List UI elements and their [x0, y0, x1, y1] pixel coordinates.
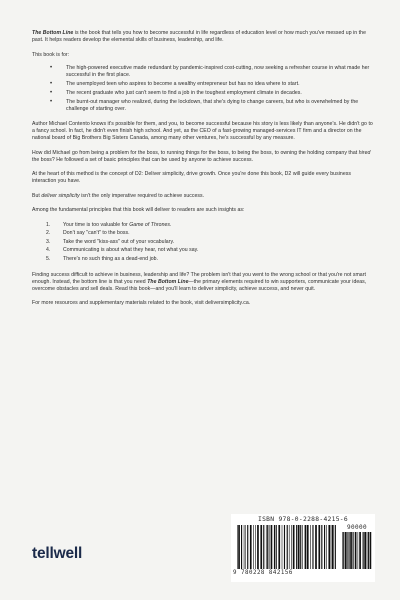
audience-heading: This book is for: [32, 51, 70, 58]
closing-title: The Bottom Line [147, 278, 189, 285]
barcode-bar [257, 525, 259, 569]
barcode-bar [350, 532, 352, 569]
barcode-bar [269, 525, 270, 569]
closing-post: —the primary elements required to win supporters, communicate your ideas, overcome obstacles and sell deals. Read this book—and you'll learn to deliver simplicity, achieve success, and never quit. [32, 278, 367, 292]
barcode-bar [278, 525, 280, 569]
barcode-bar [324, 525, 325, 569]
how-paragraph [32, 150, 374, 164]
barcode-bar [368, 532, 369, 569]
how-pre: How did Michael go from being a problem for the boss, to running things for the boss, to being the boss, to owning the holding company that [32, 149, 359, 156]
list-item [46, 239, 374, 246]
insights-list [46, 222, 374, 263]
barcode-bar [353, 532, 354, 569]
addon-bars [342, 532, 372, 569]
blurb [32, 30, 374, 315]
intro-paragraph [32, 30, 374, 44]
barcode-bar [347, 532, 348, 569]
barcode-bar [364, 532, 366, 569]
barcode-bar [298, 525, 300, 569]
barcode-bar [237, 525, 238, 569]
barcode-bar [335, 525, 336, 569]
item-number: 1. [46, 221, 51, 228]
item-text: There's no such thing as a dead-end job. [63, 255, 159, 262]
barcode-bar [363, 532, 364, 569]
but-pre: But [32, 192, 42, 199]
barcode-bar [253, 525, 254, 569]
barcode-bar [296, 525, 297, 569]
ean-digits: 9 780228 842156 [233, 570, 293, 576]
barcode-bar [267, 525, 268, 569]
barcode-bar [293, 525, 295, 569]
barcode-bar [310, 525, 311, 569]
barcode-bar [345, 532, 347, 569]
barcode-bar [343, 532, 344, 569]
insights-intro: Among the fundamental principles that this book will deliver to readers are such insights as: [32, 207, 245, 213]
but-paragraph [32, 193, 374, 200]
barcode-bar [318, 525, 320, 569]
barcode-bar [282, 525, 283, 569]
barcode-bar [358, 532, 359, 569]
barcode-bar [305, 525, 307, 569]
barcode-bar [326, 525, 327, 569]
list-item: • The recent graduate who just can't seem to find a job in the toughest employment climate in decades. [50, 90, 374, 97]
audience-list [50, 65, 374, 113]
list-item: • The high-powered executive made redundant by pandemic-inspired cost-cutting, now seeking a refresher course in what made her successful in the first place. [50, 65, 374, 79]
barcode-bar [247, 525, 248, 569]
barcode-bar [241, 525, 242, 569]
how-post: the boss? He followed a set of basic principles that can be used by anyone to achieve success. [32, 156, 254, 163]
author-paragraph: Author Michael Contento knows it's possible for them, and you, to become successful because his story is less likely than anyone's. He didn't go to a fancy school. In fact, he didn't even finish high school. And yet, as the CEO of a fast-growing managed-services IT firm and a director on the national board of Big Brothers Big Sisters Canada, among many other ventures, he's successful by any measure. [32, 121, 373, 141]
intro-text: is the book that tells you how to become successful in life regardless of education level or how much you've messed up in the past. It helps readers develop the elemental skills of business, leadership, and life. [32, 30, 366, 43]
barcode-bar [300, 525, 301, 569]
list-item [46, 256, 374, 263]
barcode-bar [274, 525, 275, 569]
barcode-bar [291, 525, 292, 569]
item-post: . [170, 221, 172, 228]
heart-paragraph: At the heart of this method is the concept of D2: Deliver simplicity, drive growth. Once you're done this book, D2 will guide every business interaction you have. [32, 171, 351, 184]
barcode-bar [367, 532, 368, 569]
item-text: Take the word "kiss-ass" out of your vocabulary. [63, 238, 175, 245]
how-emphasis: hired [358, 149, 371, 156]
but-emphasis: deliver simplicity [41, 192, 80, 199]
barcode-bar [328, 525, 330, 569]
barcode-bar [238, 525, 240, 569]
list-item [46, 230, 374, 237]
but-post: isn't the only imperative required to achieve success. [79, 192, 205, 199]
list-item: • The burnt-out manager who realized, during the lockdown, that she's dying to change careers, but who is overwhelmed by the challenge of starting over. [50, 99, 374, 113]
barcode [231, 514, 375, 582]
barcode-bar [359, 532, 361, 569]
barcode-bar [263, 525, 264, 569]
barcode-bar [244, 525, 245, 569]
addon-digits: 90000 [346, 524, 368, 531]
barcode-bar [250, 525, 252, 569]
barcode-bar [276, 525, 277, 569]
list-item: • The unemployed teen who aspires to become a wealthy entrepreneur but has no idea where to start. [50, 81, 374, 88]
barcode-bars [237, 525, 337, 569]
item-emphasis: Game of Thrones [129, 221, 171, 228]
barcode-bar [266, 525, 267, 569]
barcode-bar [287, 525, 288, 569]
item-number: 3. [46, 238, 51, 245]
item-number: 5. [46, 255, 51, 262]
item-text: Don't say "can't" to the boss. [63, 230, 130, 236]
barcode-bar [307, 525, 309, 569]
barcode-bar [302, 525, 303, 569]
barcode-bar [355, 532, 357, 569]
isbn-label: ISBN 978-0-2288-4215-6 [257, 516, 348, 523]
item-text: Your time is too valuable for [63, 221, 130, 228]
item-number: 2. [46, 230, 51, 236]
resources-paragraph: For more resources and supplementary materials related to the book, visit deliversimplicity.ca. [32, 300, 251, 306]
barcode-bar [332, 525, 334, 569]
closing-paragraph [32, 272, 374, 293]
barcode-bar [312, 525, 313, 569]
closing-pre: Finding success difficult to achieve in business, leadership and life? The problem isn't that you went to the wrong school or that you're not smart enough. Instead, the bottom line is that you need [32, 271, 366, 285]
barcode-bar [289, 525, 290, 569]
list-item [46, 222, 374, 229]
item-text: Communicating is about what they hear, not what you say. [63, 247, 199, 253]
barcode-bar [331, 525, 332, 569]
barcode-bar [321, 525, 322, 569]
item-number: 4. [46, 247, 51, 253]
barcode-bar [315, 525, 317, 569]
book-title: The Bottom Line [32, 30, 74, 36]
barcode-bar [370, 532, 372, 569]
publisher-logo: tellwell [32, 545, 83, 562]
barcode-bar [245, 525, 246, 569]
barcode-bar [284, 525, 285, 569]
barcode-bar [342, 532, 343, 569]
barcode-bar [255, 525, 256, 569]
list-item [46, 247, 374, 254]
barcode-bar [348, 532, 349, 569]
barcode-bar [271, 525, 273, 569]
barcode-bar [260, 525, 262, 569]
